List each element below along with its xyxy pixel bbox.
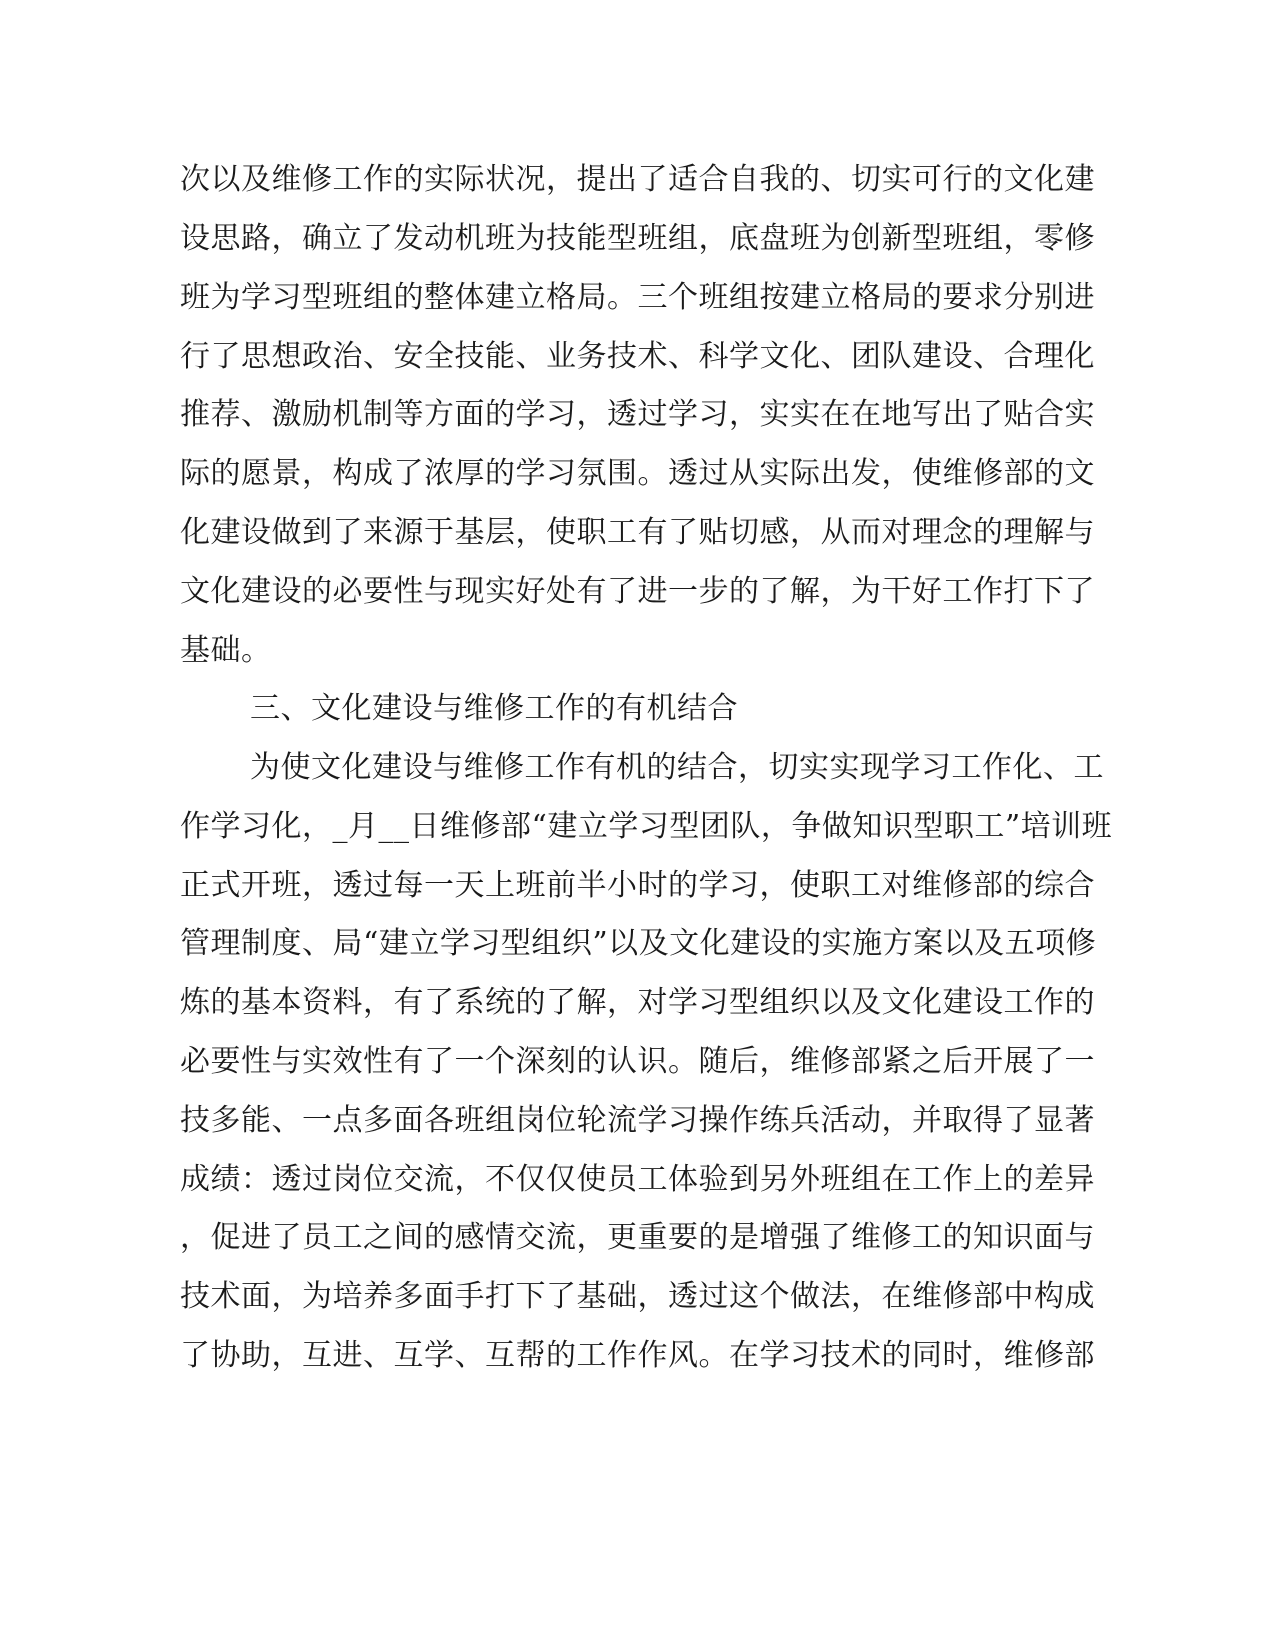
section-heading: 三、文化建设与维修工作的有机结合 [250, 691, 738, 726]
paragraph-line: 作学习化，_月__日维修部“建立学习型团队，争做知识型职工”培训班 [180, 809, 1113, 844]
paragraph-line: 际的愿景，构成了浓厚的学习氛围。透过从实际出发，使维修部的文 [180, 456, 1095, 491]
paragraph-line: ，促进了员工之间的感情交流，更重要的是增强了维修工的知识面与 [180, 1220, 1095, 1255]
paragraph-line: 技多能、一点多面各班组岗位轮流学习操作练兵活动，并取得了显著 [180, 1103, 1095, 1138]
paragraph-line: 文化建设的必要性与现实好处有了进一步的了解，为干好工作打下了 [180, 574, 1095, 609]
paragraph-line: 成绩：透过岗位交流，不仅仅使员工体验到另外班组在工作上的差异 [180, 1162, 1095, 1197]
paragraph-line: 炼的基本资料，有了系统的了解，对学习型组织以及文化建设工作的 [180, 985, 1095, 1020]
paragraph-line: 行了思想政治、安全技能、业务技术、科学文化、团队建设、合理化 [180, 339, 1095, 374]
paragraph-line: 设思路，确立了发动机班为技能型班组，底盘班为创新型班组，零修 [180, 221, 1095, 256]
paragraph-line: 推荐、激励机制等方面的学习，透过学习，实实在在地写出了贴合实 [180, 397, 1095, 432]
paragraph-line: 了协助，互进、互学、互帮的工作作风。在学习技术的同时，维修部 [180, 1338, 1095, 1373]
paragraph-line: 正式开班，透过每一天上班前半小时的学习，使职工对维修部的综合 [180, 868, 1095, 903]
paragraph-line: 技术面，为培养多面手打下了基础，透过这个做法，在维修部中构成 [180, 1279, 1095, 1314]
paragraph-line: 必要性与实效性有了一个深刻的认识。随后，维修部紧之后开展了一 [180, 1044, 1095, 1079]
paragraph-line: 次以及维修工作的实际状况，提出了适合自我的、切实可行的文化建 [180, 162, 1095, 197]
paragraph-line: 班为学习型班组的整体建立格局。三个班组按建立格局的要求分别进 [180, 280, 1095, 315]
paragraph-line: 管理制度、局“建立学习型组织”以及文化建设的实施方案以及五项修 [180, 926, 1097, 961]
paragraph-line: 为使文化建设与维修工作有机的结合，切实实现学习工作化、工 [250, 750, 1104, 785]
paragraph-line: 化建设做到了来源于基层，使职工有了贴切感，从而对理念的理解与 [180, 515, 1095, 550]
paragraph-line: 基础。 [180, 633, 272, 668]
